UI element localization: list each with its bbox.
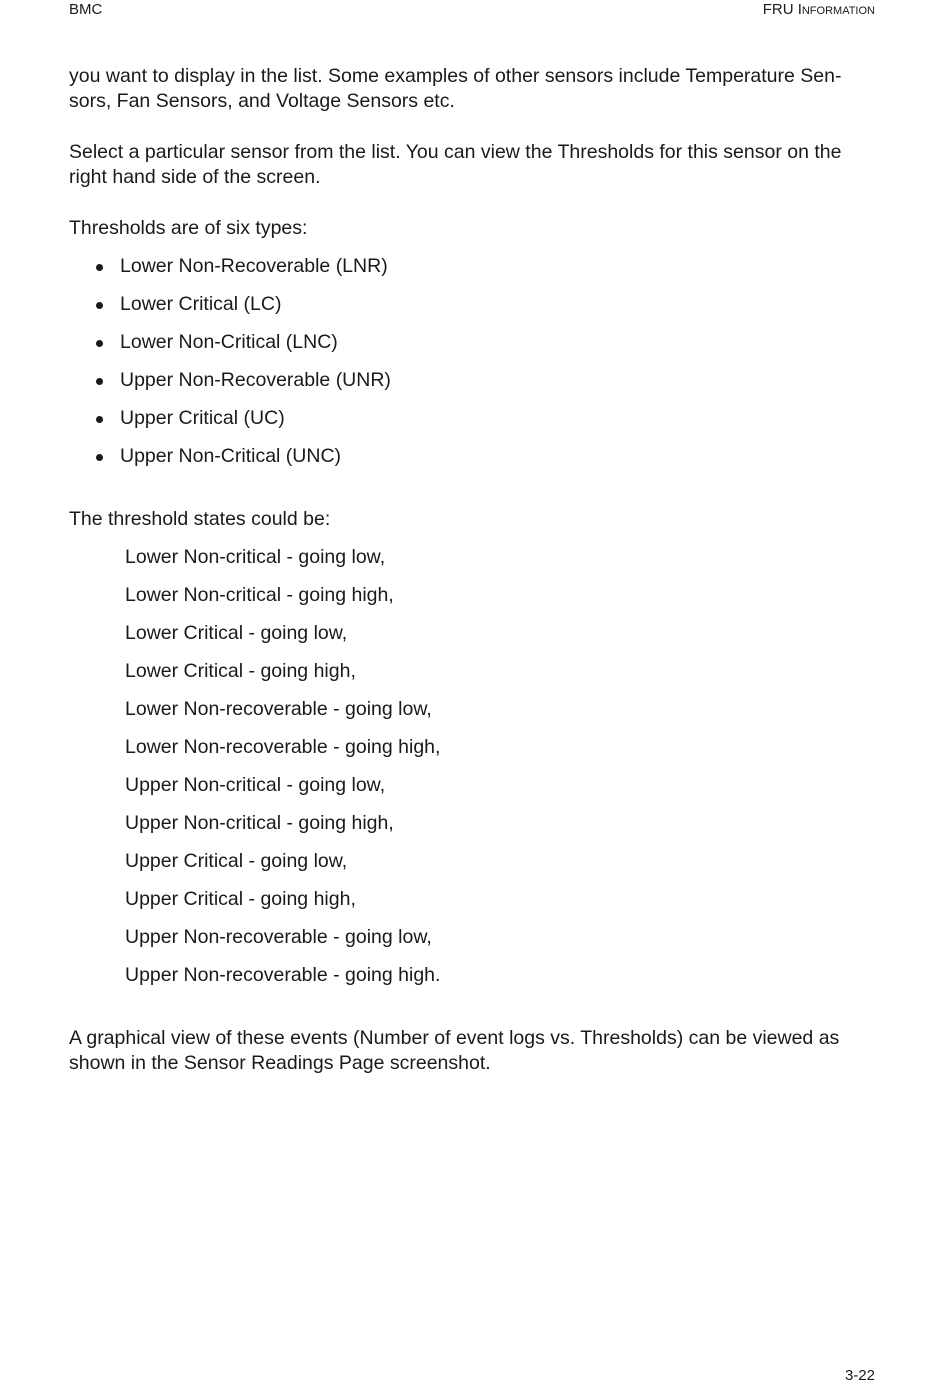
running-header	[69, 0, 875, 22]
state-item: Lower Critical - going high,	[125, 660, 356, 682]
state-item: Upper Critical - going low,	[125, 850, 348, 872]
intro-paragraph: you want to display in the list. Some examples of other sensors include Temperature Sen-sors, Fan Sensors, and Voltage Sensors etc.	[69, 65, 842, 112]
list-item: Lower Critical (LC)	[69, 292, 875, 330]
select-paragraph: Select a particular sensor from the list. You can view the Thresholds for this sensor on the right hand side of the screen.	[69, 141, 842, 188]
state-item: Upper Critical - going high,	[125, 888, 356, 910]
threshold-state-list	[125, 545, 875, 1001]
state-item: Lower Critical - going low,	[125, 622, 348, 644]
list-item: Upper Non-Recoverable (UNR)	[69, 368, 875, 406]
list-item: Lower Non-Critical (LNC)	[69, 330, 875, 368]
state-item: Upper Non-recoverable - going high.	[125, 964, 441, 986]
list-item: Upper Non-Critical (UNC)	[69, 444, 875, 482]
states-intro: The threshold states could be:	[69, 508, 331, 530]
state-item: Upper Non-critical - going low,	[125, 774, 386, 796]
header-right: FRU Information	[762, 1, 875, 18]
state-item: Upper Non-recoverable - going low,	[125, 926, 432, 948]
threshold-intro: Thresholds are of six types:	[69, 217, 308, 239]
state-item: Upper Non-critical - going high,	[125, 812, 394, 834]
page-body	[69, 64, 875, 1076]
state-item: Lower Non-critical - going high,	[125, 584, 394, 606]
threshold-type-list	[69, 254, 875, 482]
list-item: Lower Non-Recoverable (LNR)	[69, 254, 875, 292]
state-item: Lower Non-recoverable - going high,	[125, 736, 441, 758]
state-item: Lower Non-critical - going low,	[125, 546, 386, 568]
list-item: Upper Critical (UC)	[69, 406, 875, 444]
state-item: Lower Non-recoverable - going low,	[125, 698, 432, 720]
page-number: 3-22	[844, 1367, 875, 1384]
closing-paragraph: A graphical view of these events (Number of event logs vs. Thresholds) can be viewed as shown in the Sensor Readings Page screenshot.	[69, 1027, 840, 1074]
header-left: BMC	[69, 1, 103, 18]
